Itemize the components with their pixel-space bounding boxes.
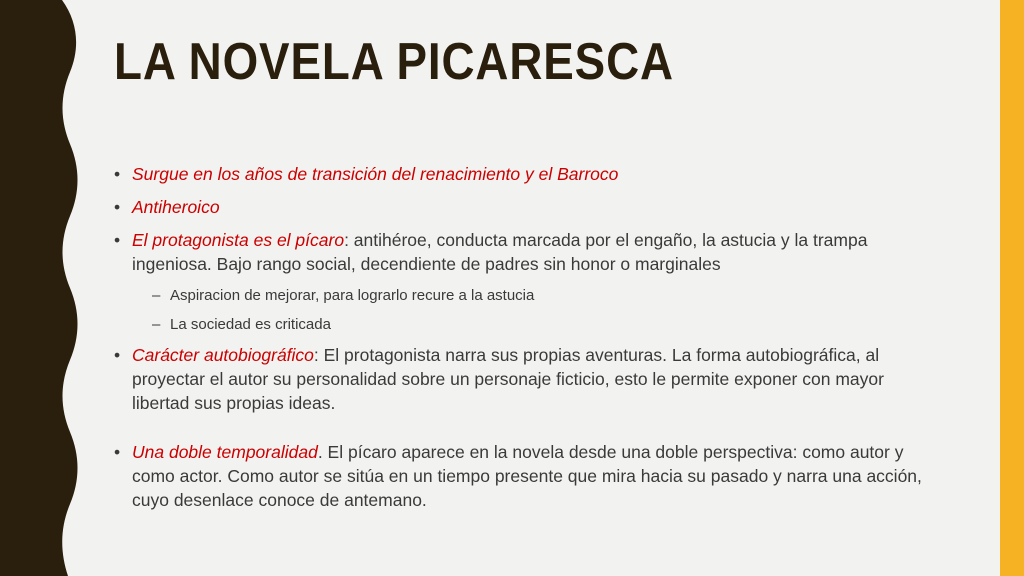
bullet-item: • Una doble temporalidad. El pícaro aparece en la novela desde una doble perspectiva: como autor y como actor. Como autor se sitúa en un tiempo presente que mira hacia su pasado y narra una acción, cuyo desenlace conoce de antemano. [114,442,922,510]
bullet-highlight: El protagonista es el pícaro [132,230,345,250]
sub-bullet-text: Aspiracion de mejorar, para lograrlo recure a la astucia [170,287,535,304]
bullet-item: • El protagonista es el pícaro: antihéroe, conducta marcada por el engaño, la astucia y la trampa ingeniosa. Bajo rango social, decendiente de padres sin honor o marginales [114,230,868,274]
bullet-highlight: Carácter autobiográfico [132,345,314,365]
decorative-wave-sidebar [0,0,80,576]
slide-content [114,162,944,521]
sub-bullet-text: La sociedad es criticada [170,316,331,333]
bullet-text: : antihéroe, conducta marcada por el engaño, la astucia y la trampa ingeniosa. Bajo rango social, decendiente de padres sin honor o marginales [132,230,868,274]
bullet-item: • Antiheroico [114,197,220,217]
accent-bar [1000,0,1024,576]
sub-bullet-item: – La sociedad es criticada [152,316,331,333]
bullet-text: : El protagonista narra sus propias aventuras. La forma autobiográfica, al proyectar el autor su personalidad sobre un personaje ficticio, esto le permite exponer con mayor libertad sus propias ideas. [132,345,884,413]
slide-title: LA NOVELA PICARESCA [114,33,674,91]
bullet-highlight: Una doble temporalidad [132,442,318,462]
bullet-item: • Surgue en los años de transición del renacimiento y el Barroco [114,164,619,184]
bullet-text: . El pícaro aparece en la novela desde una doble perspectiva: como autor y como actor. Como autor se sitúa en un tiempo presente que mira hacia su pasado y narra una acción, cuyo desenlace conoce de antemano. [132,442,922,510]
bullet-highlight: Surgue en los años de transición del renacimiento y el Barroco [132,164,619,184]
sub-bullet-item: – Aspiracion de mejorar, para lograrlo recure a la astucia [152,287,535,304]
bullet-highlight: Antiheroico [132,197,220,217]
bullet-item: • Carácter autobiográfico: El protagonista narra sus propias aventuras. La forma autobiográfica, al proyectar el autor su personalidad sobre un personaje ficticio, esto le permite exponer con mayor libertad sus propias ideas. [114,345,884,413]
